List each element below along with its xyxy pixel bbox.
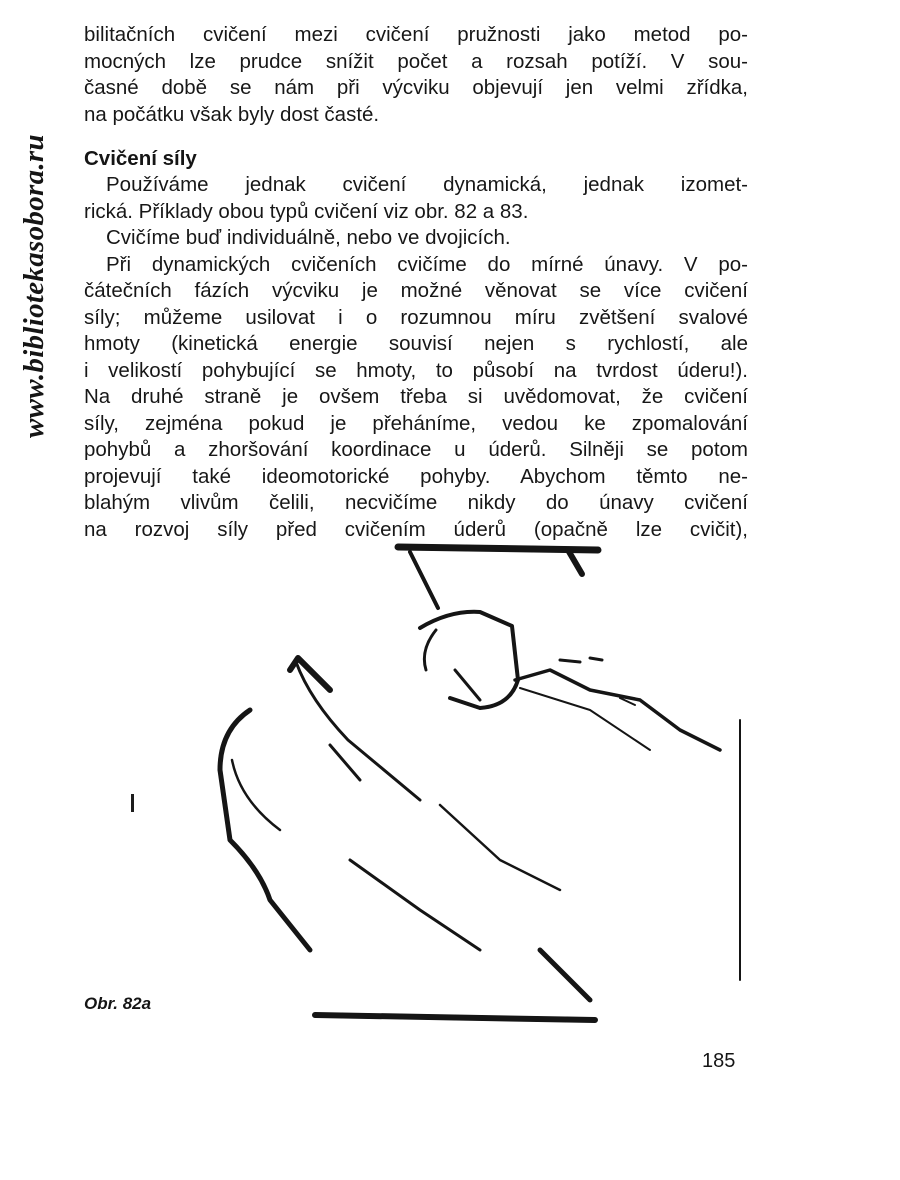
text-line: Používáme jednak cvičení dynamická, jednak izomet- — [106, 173, 748, 196]
text-line: časné době se nám při výcviku objevují jen velmi zřídka, — [84, 76, 748, 99]
text-line: projevují také ideomotorické pohyby. Abychom těmto ne- — [84, 464, 748, 488]
text-line: rická. Příklady obou typů cvičení viz obr. 82 a 83. — [84, 199, 529, 223]
text-line: blahým vlivům čelili, necvičíme nikdy do únavy cvičení — [84, 491, 748, 514]
figure-82a-illustration — [120, 530, 760, 1030]
text-line: mocných lze prudce snížit počet a rozsah potíží. V sou- — [84, 49, 748, 73]
text-line: i velikostí pohybující se hmoty, to působí na tvrdost úderu!). — [84, 358, 748, 382]
watermark: www.bibliotekasobora.ru — [18, 134, 50, 438]
intro-paragraph — [84, 22, 748, 128]
text-line: pohybů a zhoršování koordinace u úderů. Silněji se potom — [84, 438, 748, 461]
text-line: bilitačních cvičení mezi cvičení pružnosti jako metod po- — [84, 23, 748, 46]
text-line: čátečních fázích výcviku je možné věnovat se více cvičení — [84, 279, 748, 302]
text-line: Cvičíme buď individuálně, nebo ve dvojicích. — [106, 226, 511, 249]
text-line: na rozvoj síly před cvičením úderů (opačně lze cvičit), — [84, 517, 748, 541]
body-paragraphs — [84, 172, 748, 543]
text-line: síly; můžeme usilovat i o rozumnou míru zvětšení svalové — [84, 305, 748, 329]
text-line: Při dynamických cvičeních cvičíme do mírné únavy. V po- — [106, 252, 748, 276]
section-heading: Cvičení síly — [84, 147, 197, 170]
text-line: na počátku však byly dost časté. — [84, 102, 380, 126]
figure-caption: Obr. 82a — [84, 994, 152, 1013]
text-line: Na druhé straně je ovšem třeba si uvědomovat, že cvičení — [84, 385, 748, 408]
page-number: 185 — [702, 1050, 736, 1072]
text-line: hmoty (kinetická energie souvisí nejen s rychlostí, ale — [84, 332, 748, 355]
text-line: síly, zejména pokud je přeháníme, vedou ke zpomalování — [84, 411, 748, 435]
